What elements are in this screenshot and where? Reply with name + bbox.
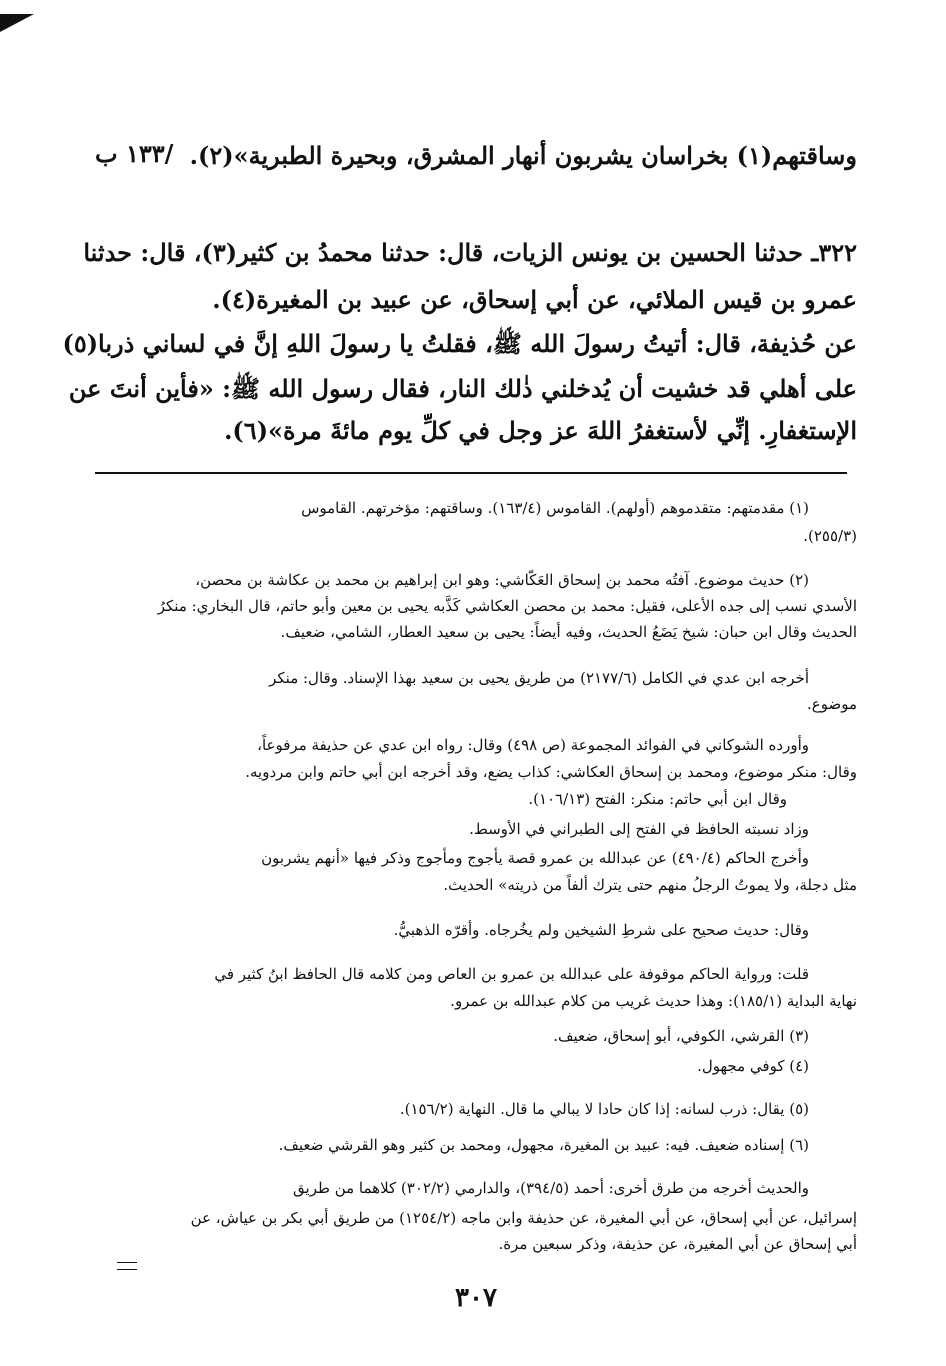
book-page [62, 0, 857, 1366]
footnote-line: (١) مقدمتهم: متقدموهم (أولهم). القاموس (١٦٣/٤). وساقتهم: مؤخرتهم. القاموس [301, 499, 809, 517]
body-line: ٣٢٢ـ حدثنا الحسين بن يونس الزيات، قال: حدثنا محمدُ بن كثير(٣)، قال: حدثنا [83, 238, 857, 267]
footnote-line: وأخرج الحاكم (٤٩٠/٤) عن عبدالله بن عمرو قصة يأجوج ومأجوج وذكر فيها «أنهم يشربون [261, 849, 809, 867]
footnote-line: الحديث وقال ابن حبان: شيخ يَضَعُ الحديث، وفيه أيضاً: يحيى بن سعيد العطار، الشامي، ضعيف. [280, 623, 857, 641]
footnote-line: أبي إسحاق عن أبي المغيرة، عن حذيفة، وذكر سبعين مرة. [498, 1235, 857, 1253]
footnote-line: وقال: حديث صحيح على شرطِ الشيخين ولم يخُرجاه. وأقرّه الذهبيُّ. [393, 921, 809, 939]
footnote-line: نهاية البداية (١٨٥/١): وهذا حديث غريب من كلام عبدالله بن عمرو. [450, 992, 857, 1010]
body-line: عن حُذيفة، قال: أتيتُ رسولَ الله ﷺ، فقلتُ يا رسولَ اللهِ إنَّ في لساني ذربا(٥) [62, 329, 857, 358]
footnote-line: الأسدي نسب إلى جده الأعلى، فقيل: محمد بن محصن العكاشي كَذَّبه يحيى بن معين وأبو حاتم، قال البخاري: منكرُ [157, 597, 857, 615]
footnote-line: (٦) إسناده ضعيف. فيه: عبيد بن المغيرة، مجهول، ومحمد بن كثير وهو القرشي ضعيف. [278, 1136, 809, 1154]
footnote-line: والحديث أخرجه من طرق أخرى: أحمد (٣٩٤/٥)، والدارمي (٣٠٢/٢) كلاهما من طريق [293, 1179, 809, 1197]
continuation-mark [117, 1262, 137, 1270]
footnote-line: (٢) حديث موضوع. آفتُه محمد بن إسحاق العَكّاشي: وهو ابن إبراهيم بن محمد بن عكاشة بن محصن، [195, 571, 809, 589]
corner-mark [0, 14, 34, 32]
footnote-line: إسرائيل، عن أبي إسحاق، عن أبي المغيرة، عن حذيفة وابن ماجه (١٢٥٤/٢) من طريق أبي بكر بن عياش، عن [190, 1209, 857, 1227]
footnote-line: وزاد نسبته الحافظ في الفتح إلى الطبراني في الأوسط. [469, 820, 809, 838]
page-number: ٣٠٧ [455, 1283, 497, 1313]
footnote-line: مثل دجلة، ولا يموتُ الرجلُ منهم حتى يترك ألفاً من ذريته» الحديث. [443, 876, 857, 894]
footnote-line: قلت: ورواية الحاكم موقوفة على عبدالله بن عمرو بن العاص ومن كلامه قال الحافظ ابنُ كثير في [214, 965, 809, 983]
footnote-line: (٣) القرشي، الكوفي، أبو إسحاق، ضعيف. [553, 1027, 809, 1045]
folio-marker: /١٣٣ ب [95, 139, 174, 168]
header-line: وساقتهم(١) بخراسان يشربون أنهار المشرق، وبحيرة الطبرية»(٢). [189, 141, 857, 170]
body-line: عمرو بن قيس الملائي، عن أبي إسحاق، عن عبيد بن المغيرة(٤). [212, 285, 857, 314]
footnote-separator [95, 472, 847, 474]
footnote-line: وقال: منكر موضوع، ومحمد بن إسحاق العكاشي: كذاب يضع، وقد أخرجه ابن أبي حاتم وابن مردويه. [245, 763, 857, 781]
footnote-line: (٥) يقال: ذرب لسانه: إذا كان حادا لا يبالي ما قال. النهاية (١٥٦/٢). [399, 1100, 809, 1118]
body-line: على أهلي قد خشيت أن يُدخلني ذٰلك النار، فقال رسول الله ﷺ: «فأين أنتَ عن [68, 374, 857, 403]
footnote-line: أخرجه ابن عدي في الكامل (٢١٧٧/٦) من طريق يحيى بن سعيد بهذا الإسناد. وقال: منكر [269, 669, 809, 687]
footnote-line: وأورده الشوكاني في الفوائد المجموعة (ص ٤٩٨) وقال: رواه ابن عدي عن حذيفة مرفوعاً، [257, 736, 809, 754]
body-line: الإستغفارِ. إنِّي لأستغفرُ اللهَ عز وجل في كلِّ يوم مائةَ مرة»(٦). [224, 416, 857, 445]
footnote-line: وقال ابن أبي حاتم: منكر: الفتح (١٠٦/١٣). [528, 790, 787, 808]
footnote-line: (٢٥٥/٣). [803, 527, 857, 545]
footnote-line: (٤) كوفي مجهول. [697, 1057, 809, 1075]
footnote-line: موضوع. [807, 695, 857, 713]
